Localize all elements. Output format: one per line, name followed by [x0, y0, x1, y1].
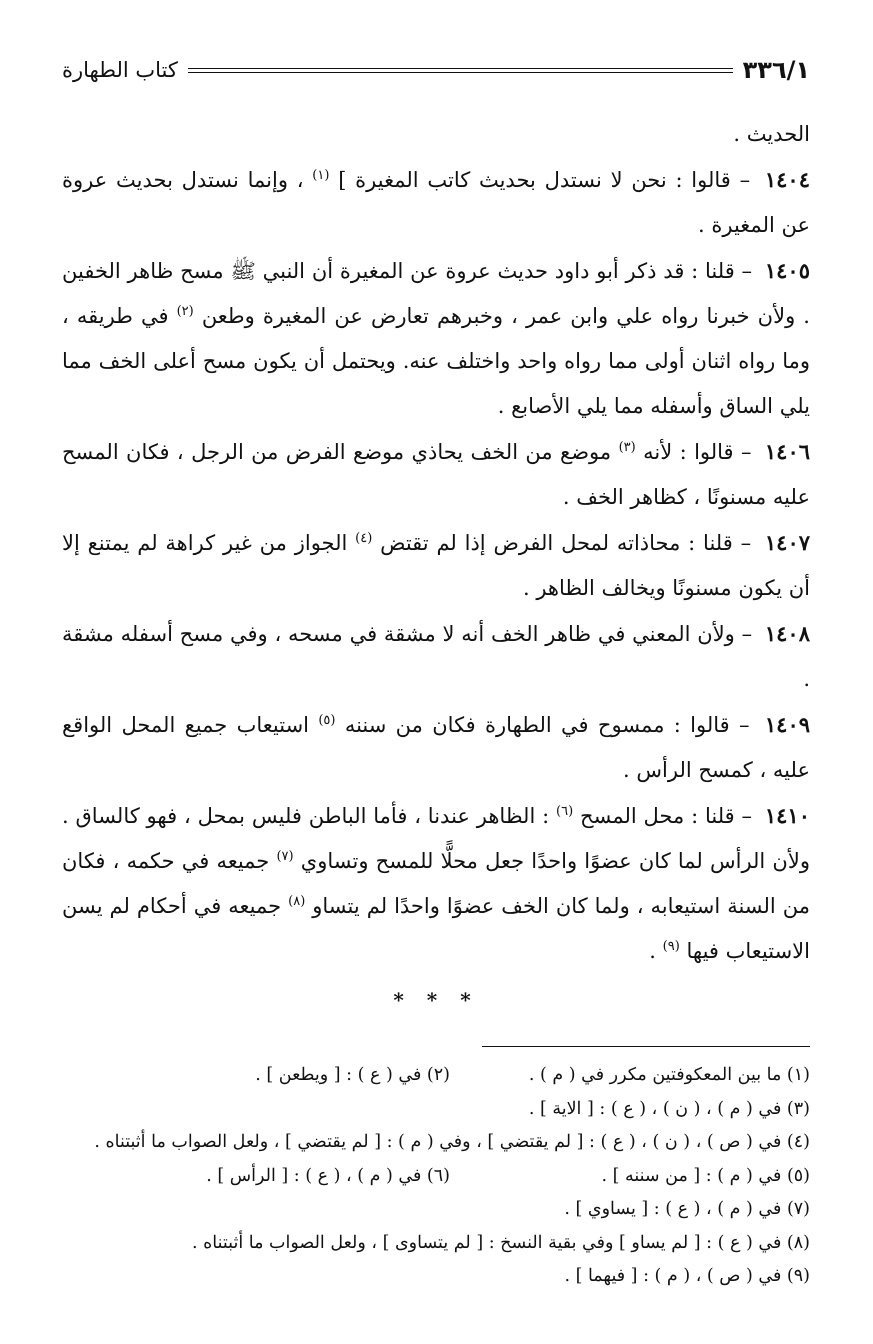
paragraph-text: – قالوا : لأنه — [643, 440, 752, 464]
footnote-ref[interactable]: (٤) — [355, 531, 373, 546]
paragraph-1406 — [62, 429, 810, 520]
paragraph-text: . — [649, 939, 656, 963]
paragraph-1407 — [62, 520, 810, 611]
paragraph-number: ١٤١٠ — [764, 803, 810, 828]
paragraph-number: ١٤٠٤ — [764, 167, 810, 192]
paragraph-text: – قالوا : نحن لا نستدل بحديث كاتب المغيرة ] — [338, 168, 751, 192]
footnote-6: (٦) في ( م ) ، ( ع ) : [ الرأس ] . — [206, 1165, 450, 1186]
footnote-7: (٧) في ( م ) ، ( ع ) : [ يساوي ] . — [564, 1199, 810, 1219]
paragraph-number: ١٤٠٦ — [764, 439, 811, 464]
paragraph-number: ١٤٠٨ — [764, 621, 810, 646]
footnote-8: (٨) في ( ع ) : [ لم يساو ] وفي بقية النسخ : [ لم يتساوى ] ، ولعل الصواب ما أثبتناه . — [191, 1232, 810, 1253]
footnote-rule — [482, 1046, 810, 1047]
footnotes — [62, 1059, 810, 1294]
paragraph-text: في طريقه ، وما رواه اثنان أولى مما رواه واحد واختلف عنه. ويحتمل أن يكون مسح أعلى الخف مما يلي الساق وأسفله مما يلي الأصابع . — [62, 304, 810, 418]
footnote-row — [62, 1126, 810, 1160]
section-separator: * * * — [393, 988, 479, 1012]
paragraph-text: : الظاهر عندنا ، فأما الباطن فليس بمحل ، فهو كالساق . ولأن الرأس لما كان عضوًا واحدًا جعل محلًّا للمسح وتساوي — [62, 804, 810, 873]
footnote-row — [62, 1093, 810, 1127]
header-rule — [188, 68, 733, 73]
paragraph-text: الحديث . — [733, 122, 810, 146]
footnote-ref[interactable]: (٢) — [176, 304, 194, 319]
footnote-4: (٤) في ( ص ) ، ( ن ) ، ( ع ) : [ لم يقتضي ] ، وفي ( م ) : [ لم يقتضي ] ، ولعل الصواب ما أثبتناه . — [94, 1132, 810, 1152]
paragraph-text: موضع من الخف يحاذي موضع الفرض من الرجل ، فكان المسح عليه مسنونًا ، كظاهر الخف . — [62, 440, 810, 509]
paragraph-text: – قلنا : قد ذكر أبو داود حديث عروة عن المغيرة أن النبي ﷺ مسح ظاهر الخفين . ولأن خبرنا رواه علي وابن عمر ، وخبرهم تعارض عن المغيرة وطعن — [62, 259, 810, 328]
main-text — [62, 112, 810, 974]
paragraph-number: ١٤٠٥ — [764, 258, 810, 283]
paragraph-0 — [62, 112, 810, 157]
footnote-5: (٥) في ( م ) : [ من سننه ] . — [601, 1165, 810, 1186]
paragraph-text: – ولأن المعني في ظاهر الخف أنه لا مشقة في مسحه ، وفي مسح أسفله مشقة . — [62, 622, 810, 691]
paragraph-text: الجواز من غير كراهة لم يمتنع إلا أن يكون مسنونًا ويخالف الظاهر . — [62, 531, 810, 600]
paragraph-text: جميعه في أحكام لم يسن الاستيعاب فيها — [62, 894, 810, 963]
footnote-ref[interactable]: (٥) — [318, 713, 336, 728]
paragraph-1409 — [62, 702, 810, 793]
footnote-ref[interactable]: (٧) — [276, 849, 294, 864]
page-number: ٣٣٦/١ — [742, 56, 810, 84]
footnote-2: (٢) في ( ع ) : [ ويطعن ] . — [255, 1065, 450, 1085]
document-page — [62, 48, 810, 1294]
footnote-row — [62, 1160, 810, 1194]
footnote-ref[interactable]: (١) — [312, 168, 330, 183]
footnote-ref[interactable]: (٩) — [662, 939, 680, 954]
footnote-ref[interactable]: (٨) — [288, 894, 306, 909]
footnote-3: (٣) في ( م ) ، ( ن ) ، ( ع ) : [ الاية ] . — [528, 1098, 810, 1119]
paragraph-number: ١٤٠٩ — [764, 712, 811, 737]
footnote-9: (٩) في ( ص ) ، ( م ) : [ فيهما ] . — [564, 1266, 810, 1286]
paragraph-1408 — [62, 611, 810, 702]
footnote-row — [62, 1227, 810, 1261]
footnote-row — [62, 1260, 810, 1294]
paragraph-text: – قالوا : ممسوح في الطهارة فكان من سننه — [344, 713, 750, 737]
paragraph-text: جميعه في حكمه ، فكان من السنة استيعابه ، ولما كان الخف عضوًا واحدًا لم يتساو — [62, 849, 810, 918]
footnote-1: (١) ما بين المعكوفتين مكرر في ( م ) . — [528, 1065, 810, 1085]
book-title: كتاب الطهارة — [62, 58, 178, 82]
footnote-ref[interactable]: (٦) — [556, 804, 574, 819]
footnote-ref[interactable]: (٣) — [618, 440, 636, 455]
footnote-row — [62, 1059, 810, 1093]
paragraph-number: ١٤٠٧ — [764, 530, 811, 555]
page-header — [62, 48, 810, 92]
paragraph-1405 — [62, 248, 810, 429]
paragraph-1404 — [62, 157, 810, 248]
paragraph-text: – قلنا : محل المسح — [580, 804, 753, 828]
paragraph-text: ، وإنما نستدل بحديث عروة عن المغيرة . — [62, 168, 810, 237]
footnote-row — [62, 1193, 810, 1227]
paragraph-text: – قلنا : محاذاته لمحل الفرض إذا لم تقتض — [380, 531, 752, 555]
paragraph-1410 — [62, 793, 810, 974]
paragraph-text: استيعاب جميع المحل الواقع عليه ، كمسح الرأس . — [62, 713, 810, 782]
